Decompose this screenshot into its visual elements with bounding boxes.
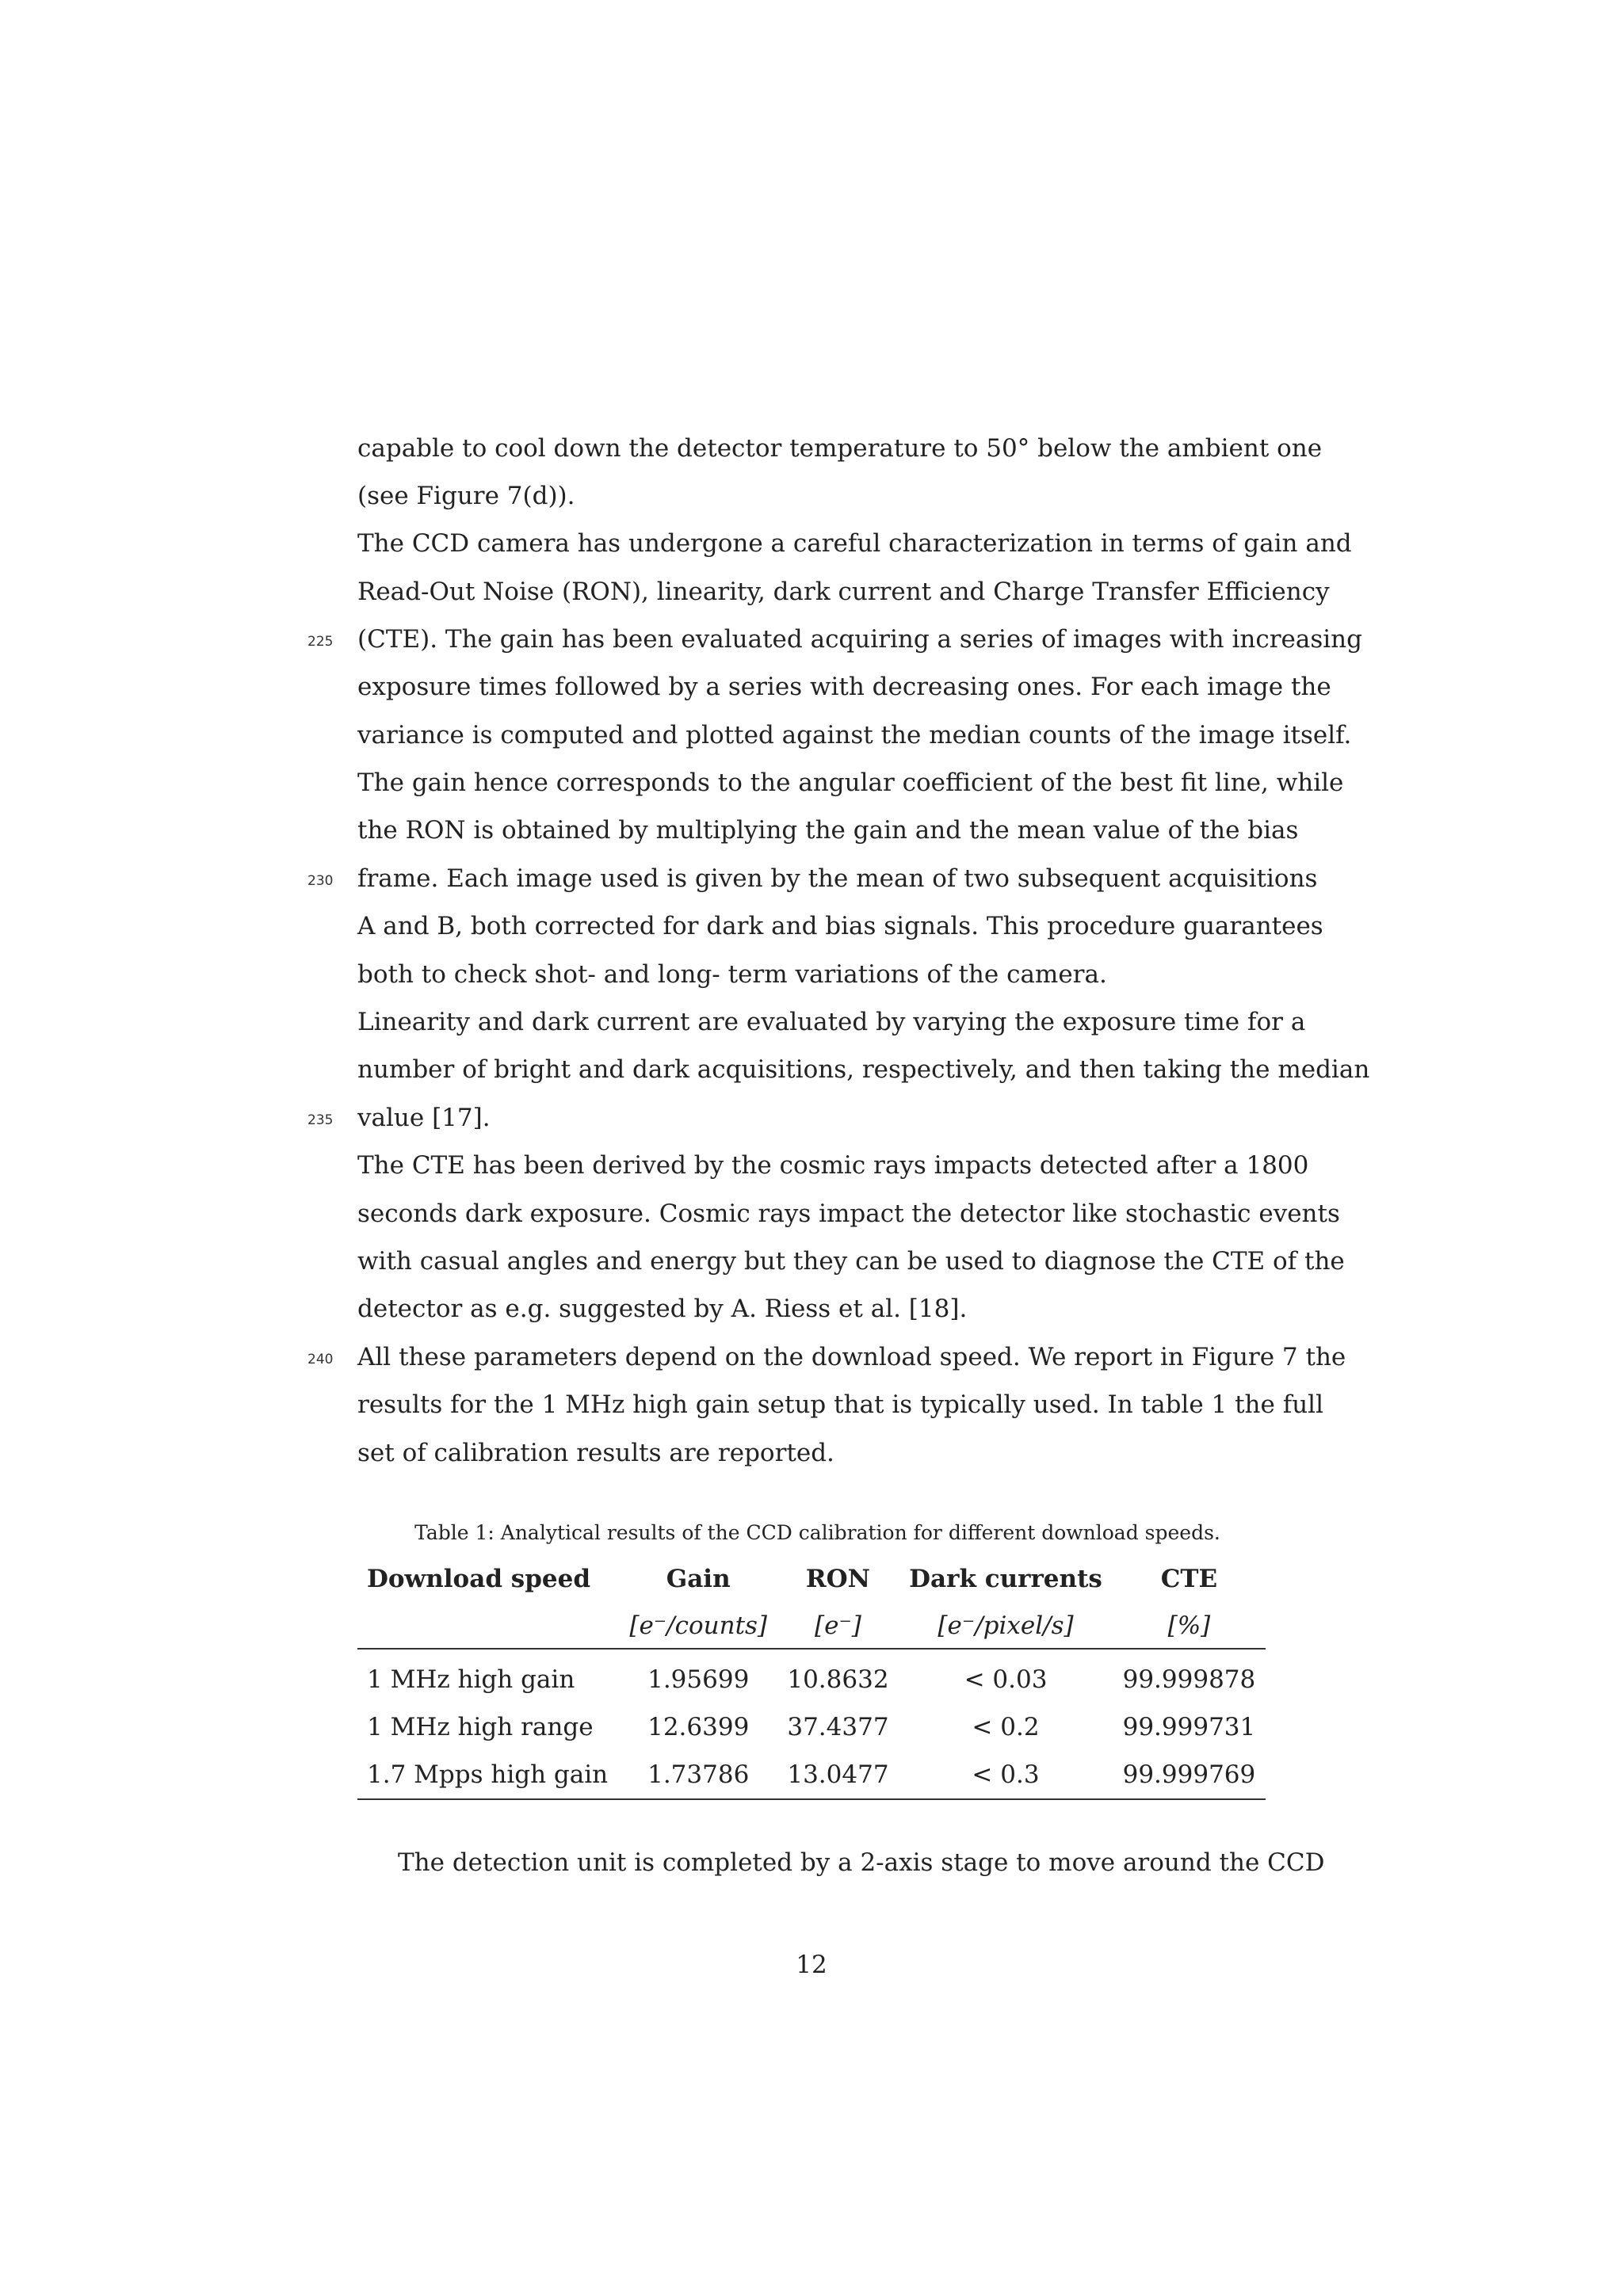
unit-dark-currents: [e⁻/pixel/s] <box>938 1611 1074 1640</box>
cell-cte: 99.999731 <box>1122 1713 1256 1741</box>
cell-download-speed: 1 MHz high range <box>367 1713 594 1741</box>
body-line: with casual angles and energy but they can be used to diagnose the CTE of the <box>357 1247 1345 1276</box>
body-line: (see Figure 7(d)). <box>357 482 575 510</box>
cell-ron: 37.4377 <box>787 1713 889 1741</box>
body-line: The detection unit is completed by a 2-axis stage to move around the CCD <box>398 1848 1325 1877</box>
table-caption: Table 1: Analytical results of the CCD calibration for different download speeds. <box>414 1521 1220 1544</box>
header-ron: RON <box>805 1565 871 1593</box>
cell-ron: 13.0477 <box>787 1760 889 1789</box>
cell-ron: 10.8632 <box>787 1665 889 1694</box>
cell-cte: 99.999769 <box>1122 1760 1256 1789</box>
body-line: the RON is obtained by multiplying the gain and the mean value of the bias <box>357 816 1299 845</box>
cell-download-speed: 1.7 Mpps high gain <box>367 1760 609 1789</box>
line-number: 240 <box>307 1352 334 1367</box>
page-number: 12 <box>796 1951 827 1979</box>
cell-download-speed: 1 MHz high gain <box>367 1665 575 1694</box>
cell-gain: 12.6399 <box>647 1713 750 1741</box>
calibration-table <box>357 1554 1266 1800</box>
line-number: 225 <box>307 634 334 650</box>
table-row <box>357 1649 1266 1703</box>
body-line: Read-Out Noise (RON), linearity, dark current and Charge Transfer Efficiency <box>357 578 1330 606</box>
cell-dark-currents: < 0.3 <box>972 1760 1040 1789</box>
header-download-speed: Download speed <box>367 1565 591 1593</box>
body-line: detector as e.g. suggested by A. Riess et al. [18]. <box>357 1295 968 1323</box>
unit-ron: [e⁻] <box>815 1611 861 1640</box>
cell-dark-currents: < 0.2 <box>972 1713 1040 1741</box>
body-line: variance is computed and plotted against the median counts of the image itself. <box>357 721 1352 749</box>
body-line: results for the 1 MHz high gain setup that is typically used. In table 1 the full <box>357 1390 1323 1419</box>
table-header-row <box>357 1554 1266 1604</box>
body-line: set of calibration results are reported. <box>357 1439 834 1467</box>
body-line: both to check shot- and long- term variations of the camera. <box>357 960 1107 989</box>
header-gain: Gain <box>666 1565 731 1593</box>
header-dark-currents: Dark currents <box>909 1565 1102 1593</box>
body-line: The CTE has been derived by the cosmic rays impacts detected after a 1800 <box>357 1151 1309 1180</box>
body-line: frame. Each image used is given by the mean of two subsequent acquisitions <box>357 864 1318 893</box>
body-line: The CCD camera has undergone a careful characterization in terms of gain and <box>357 529 1352 558</box>
unit-download-speed <box>357 1604 620 1649</box>
line-number: 230 <box>307 873 334 889</box>
line-number: 235 <box>307 1112 334 1128</box>
cell-dark-currents: < 0.03 <box>964 1665 1048 1694</box>
body-line: All these parameters depend on the download speed. We report in Figure 7 the <box>357 1343 1346 1371</box>
cell-cte: 99.999878 <box>1122 1665 1256 1694</box>
header-cte: CTE <box>1160 1565 1218 1593</box>
body-line: Linearity and dark current are evaluated by varying the exposure time for a <box>357 1008 1306 1036</box>
table-row <box>357 1751 1266 1799</box>
body-line: number of bright and dark acquisitions, respectively, and then taking the median <box>357 1055 1370 1084</box>
cell-gain: 1.95699 <box>647 1665 750 1694</box>
table-units-row <box>357 1604 1266 1649</box>
unit-cte: [%] <box>1167 1611 1211 1640</box>
table-row <box>357 1703 1266 1751</box>
body-line: A and B, both corrected for dark and bias signals. This procedure guarantees <box>357 912 1323 940</box>
body-line: exposure times followed by a series with decreasing ones. For each image the <box>357 673 1331 701</box>
body-line: (CTE). The gain has been evaluated acquiring a series of images with increasing <box>357 625 1362 654</box>
body-line: value [17]. <box>357 1104 491 1132</box>
unit-gain: [e⁻/counts] <box>629 1611 768 1640</box>
body-line: The gain hence corresponds to the angular coefficient of the best fit line, while <box>357 769 1344 797</box>
cell-gain: 1.73786 <box>647 1760 750 1789</box>
body-line: capable to cool down the detector temperature to 50° below the ambient one <box>357 434 1323 463</box>
body-line: seconds dark exposure. Cosmic rays impact the detector like stochastic events <box>357 1199 1340 1228</box>
